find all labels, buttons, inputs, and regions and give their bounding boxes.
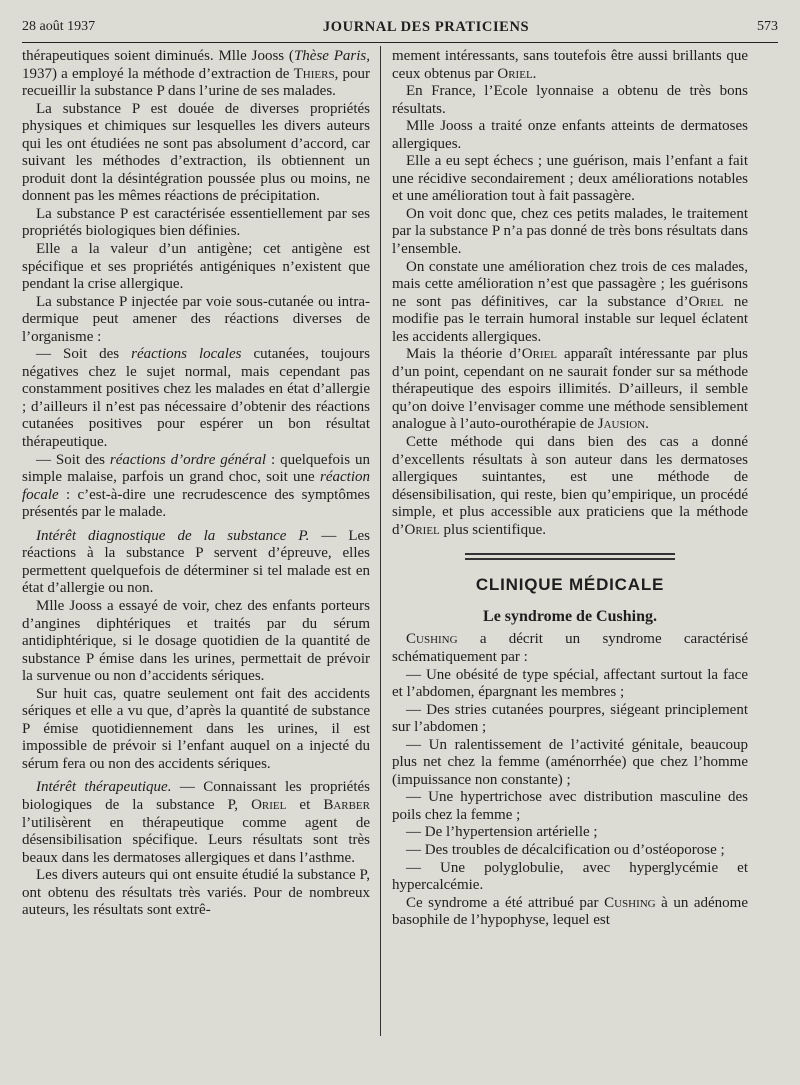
subheading-diagnostic: Intérêt diagnostique de la substance P. <box>36 527 310 544</box>
paragraph: La substance P est caractérisée essentiellement par ses propriétés biologiques bien définies. <box>22 205 370 240</box>
paragraph: mement intéressants, sans toutefois être aussi brillants que ceux obtenus par Oriel. <box>392 48 748 82</box>
paragraph: La substance P injectée par voie sous-cutanée ou intra-dermique peut amener des réactions diverses de l’organisme : <box>22 293 370 345</box>
header-rule <box>22 42 778 43</box>
paragraph: Mais la théorie d’Oriel apparaît intéressante par plus d’un point, cependant on ne saurait fonder sur sa méthode thérapeutique des espoirs illimités. D’ailleurs, il semble qu’on doive l’envisager comme une méthode sensiblement analogue à l’auto-ourothérapie de Jausion. <box>392 346 749 433</box>
paragraph: Mlle Jooss a essayé de voir, chez des enfants porteurs d’angines diphtériques et traités par du sérum antidiphtérique, si le dosage quotidien de la quantité de substance P émise dans les urines, permettait de prévoir la survenue ou non d’accidents sériques. <box>22 597 370 685</box>
paragraph: La substance P est douée de diverses propriétés physiques et chimiques sur lesquelles les divers auteurs qui les ont étudiées ne sont pas absolument d’accord, car suivant les méthodes d’extraction, ils obtiennent un produit dont la désintégration poussée plus ou moins, ne donnent pas les mêmes réactions de précipitation. <box>22 100 370 205</box>
paragraph: Ce syndrome a été attribué par Cushing à un adénome basophile de l’hypophyse, lequel est <box>392 894 748 929</box>
header-journal-title: JOURNAL DES PRATICIENS <box>322 18 530 35</box>
list-item: — Des stries cutanées pourpres, siégeant principlement sur l’abdomen ; <box>392 701 748 736</box>
header-page-number: 573 <box>756 19 778 34</box>
paragraph: Elle a la valeur d’un antigène; cet antigène est spécifique et ses propriétés antigéniques n’existent que pendant la crise allergique. <box>22 241 370 293</box>
list-item: — Une obésité de type spécial, affectant surtout la face et l’abdomen, épargnant les membres ; <box>392 666 748 701</box>
paragraph: Sur huit cas, quatre seulement ont fait des accidents sériques et elle a vu que, d’après la quantité de substance P émise quotidiennement dans les urines, il est impossible de prévoir si l’enfant auquel on a injecté du sérum fera ou non des accidents sériques. <box>22 685 370 772</box>
paragraph: Intérêt thérapeutique. — Connaissant les propriétés biologiques de la substance P, Oriel et Barber l’utilisèrent en thérapeutique comme agent de désensibilisation spécifique. Leurs résultats sont très beaux dans les dermatoses allergiques et dans l’asthme. <box>22 779 370 866</box>
paragraph: En France, l’Ecole lyonnaise a obtenu de très bons résultats. <box>392 83 748 117</box>
list-item: — Une hypertrichose avec distribution masculine des poils chez la femme ; <box>392 789 748 823</box>
left-column <box>22 48 370 920</box>
paragraph: Les divers auteurs qui ont ensuite étudié la substance P, ont obtenu des résultats très variés. Pour de nombreux auteurs, les résultats sont extrê- <box>22 867 370 919</box>
right-column <box>392 48 748 930</box>
list-item: — Une polyglobulie, avec hyperglycémie et hypercalcémie. <box>392 859 748 894</box>
list-item: — Des troubles de décalcification ou d’ostéoporose ; <box>406 841 725 858</box>
paragraph: — Soit des réactions locales cutanées, toujours négatives chez le sujet normal, mais cependant pas constamment positives chez les malades en état d’allergie ; d’ailleurs il n’est pas nécessaire d’obtenir des réactions cutanées positives pour espérer un bon résultat thérapeutique. <box>22 346 370 451</box>
section-title: CLINIQUE MÉDICALE <box>475 575 665 595</box>
article-title: Le syndrome de Cushing. <box>483 607 657 625</box>
running-header <box>22 14 778 40</box>
list-item: — De l’hypertension artérielle ; <box>406 824 598 841</box>
section-separator <box>465 553 675 560</box>
column-divider <box>380 46 381 1036</box>
header-date: 28 août 1937 <box>22 19 96 34</box>
paragraph: Cushing a décrit un syndrome caractérisé schématiquement par : <box>392 631 748 665</box>
paragraph: Elle a eu sept échecs ; une guérison, mais l’enfant a fait une récidive secondairement ; deux améliorations notables et une amélioration tout à fait passagère. <box>392 153 748 205</box>
subheading-therapeutic: Intérêt thérapeutique. <box>36 779 172 796</box>
paragraph: Mlle Jooss a traité onze enfants atteints de dermatoses allergiques. <box>392 118 748 152</box>
paragraph: On constate une amélioration chez trois de ces malades, mais cette amélioration n’est que passagère ; les guérisons ne sont pas définitives, car la substance d’Oriel ne modifie pas le terrain humoral instable sur lequel éclatent les accidents allergiques. <box>392 258 748 345</box>
paragraph: Cette méthode qui dans bien des cas a donné d’excellents résultats à son auteur dans les dermatoses allergiques suintantes, est une méthode de désensibilisation, qui reste, bien qu’empirique, un procédé simple, et plus accessible aux praticiens que la méthode d’Oriel plus scientifique. <box>392 434 748 538</box>
paragraph: Intérêt diagnostique de la substance P. — Les réactions à la substance P servent d’épreuve, elles permettent quelquefois de déterminer si tel malade est en état d’allergie ou non. <box>22 527 370 597</box>
paragraph: On voit donc que, chez ces petits malades, le traitement par la substance P n’a pas donné de très bons résultats dans l’ensemble. <box>392 205 748 258</box>
list-item: — Un ralentissement de l’activité génitale, beaucoup plus net chez la femme (aménorrhée) que chez l’homme (impuissance non constante) ; <box>392 736 748 788</box>
paragraph: — Soit des réactions d’ordre général : quelquefois un simple malaise, parfois un grand choc, soit une réaction focale : c’est-à-dire une recrudescence des symptômes présentés par le malade. <box>22 451 370 521</box>
paragraph: thérapeutiques soient diminués. Mlle Jooss (Thèse Paris, 1937) a employé la méthode d’extraction de Thiers, pour recueillir la substance P dans l’urine de ses malades. <box>22 48 370 100</box>
